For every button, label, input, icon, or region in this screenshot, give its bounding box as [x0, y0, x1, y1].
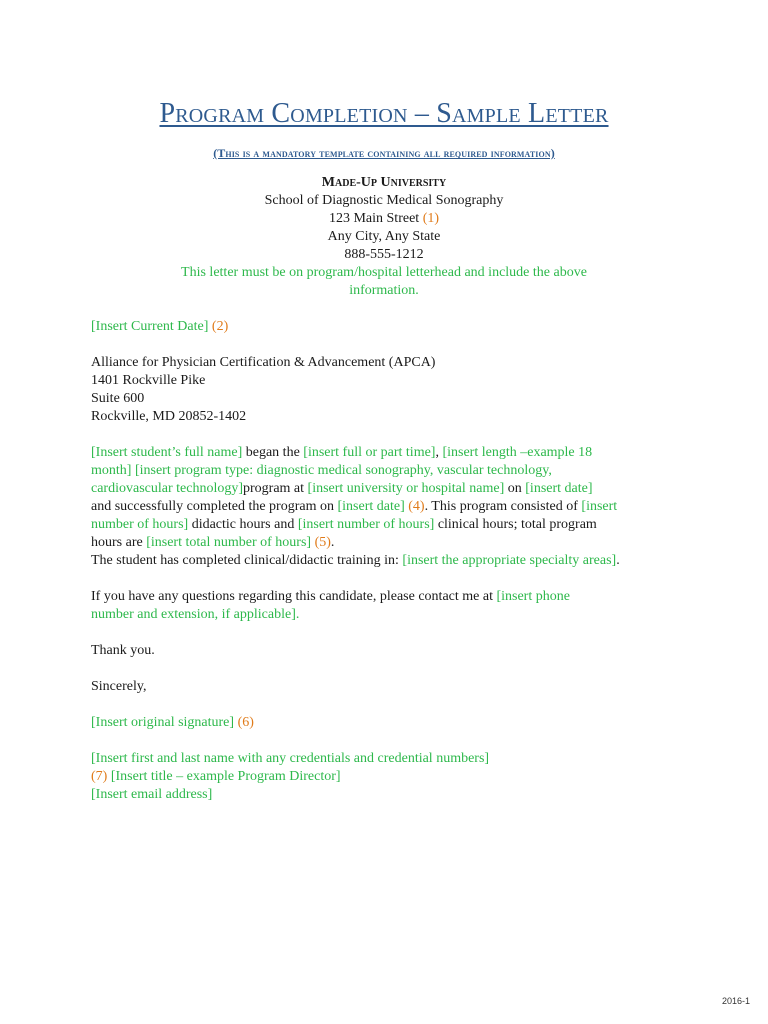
reference-number: (4)	[404, 499, 425, 514]
recipient-address: Alliance for Physician Certification & Advancement (APCA) 1401 Rockville Pike Suite 600 Rockville, MD 20852-1402	[91, 355, 436, 424]
university-name: Made-Up University	[321, 175, 447, 190]
signature-line: [Insert original signature] (6)	[91, 715, 254, 730]
contact-paragraph: If you have any questions regarding this candidate, please contact me at [insert phone number and extension, if applicable].	[91, 589, 570, 622]
reference-number: (1)	[422, 211, 440, 226]
letterhead-note: This letter must be on program/hospital letterhead and include the above information.	[181, 265, 587, 298]
reference-number: (5)	[311, 535, 331, 550]
letter-body	[91, 318, 691, 804]
page-title	[0, 98, 768, 130]
page-title-text: Program Completion – Sample Letter	[159, 98, 609, 129]
school-name: School of Diagnostic Medical Sonography	[264, 193, 504, 208]
reference-number: (7)	[91, 769, 108, 784]
city-state: Any City, Any State	[327, 229, 441, 244]
phone-number: 888-555-1212	[344, 247, 424, 262]
completion-paragraph: [Insert student’s full name] began the [insert full or part time], [insert length –example 18 month] [insert program type: diagnostic medical sonography, vascular technology, cardiovascular technology]program at [insert university or hospital name] on [insert date] and successfully completed the program on [insert date] (4). This program consisted of [insert number of hours] didactic hours and [insert number of hours] clinical hours; total program hours are [insert total number of hours] (5). The student has completed clinical/didactic training in: [insert the appropriate specialty areas].	[91, 445, 620, 568]
reference-number: (2)	[211, 319, 229, 334]
closing-line: Sincerely,	[91, 679, 147, 694]
street-address: 123 Main Street (1)	[328, 211, 440, 226]
page-subtitle: (This is a mandatory template containing all required information)	[213, 146, 555, 160]
letterhead	[0, 174, 768, 300]
footer-version: 2016-1	[721, 996, 750, 1006]
date-line: [Insert Current Date] (2)	[91, 319, 229, 334]
thanks-line: Thank you.	[91, 643, 155, 658]
reference-number: (6)	[237, 715, 254, 730]
signer-block: [Insert first and last name with any credentials and credential numbers] (7) [Insert title – example Program Director] [Insert email address]	[91, 751, 490, 802]
